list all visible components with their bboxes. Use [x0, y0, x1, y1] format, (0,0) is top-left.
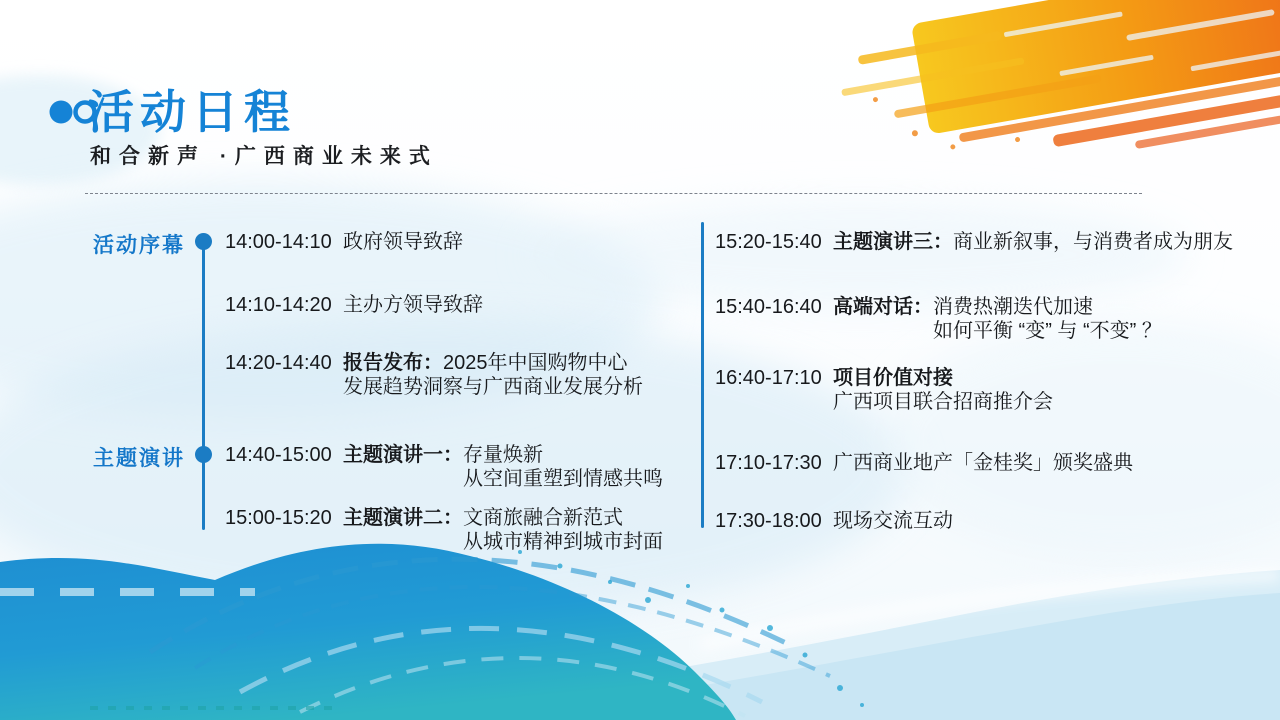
item-text: 政府领导致辞	[343, 231, 463, 253]
dashed-divider	[85, 193, 1142, 194]
orange-brush	[832, 0, 1280, 198]
item-label: 主题演讲二：	[343, 507, 463, 529]
item-label: 主题演讲三：	[833, 231, 953, 253]
item-desc	[833, 451, 1133, 475]
item-time: 14:00-14:10	[225, 231, 332, 253]
item-label: 主题演讲一：	[343, 444, 463, 466]
schedule-item	[225, 443, 663, 491]
item-time: 17:30-18:00	[715, 510, 822, 532]
timeline-dot	[195, 446, 212, 463]
schedule-item	[715, 509, 953, 533]
item-text-line2: 从空间重塑到情感共鸣	[463, 468, 663, 490]
item-text-line2: 如何平衡 “变” 与 “不变” ？	[933, 320, 1162, 342]
schedule-item	[715, 366, 1053, 414]
item-time: 14:40-15:00	[225, 444, 332, 466]
item-desc	[833, 295, 1162, 343]
item-desc	[833, 366, 1053, 414]
item-desc	[833, 509, 953, 533]
item-desc	[343, 443, 663, 491]
schedule-item	[225, 351, 643, 399]
item-desc	[343, 351, 643, 399]
item-text-line2: 从城市精神到城市封面	[463, 531, 663, 553]
item-text: 主办方领导致辞	[343, 294, 483, 316]
timeline-line-right	[701, 222, 704, 528]
section-label-keynotes: 主题演讲	[93, 447, 185, 470]
item-text: 文商旅融合新范式	[463, 507, 623, 529]
schedule-item	[715, 230, 1233, 254]
item-desc	[343, 293, 483, 317]
item-text: 商业新叙事，与消费者成为朋友	[953, 231, 1233, 253]
item-desc	[833, 230, 1233, 254]
item-text: 存量焕新	[463, 444, 543, 466]
timeline-dot	[195, 233, 212, 250]
section-label-prologue: 活动序幕	[93, 234, 185, 257]
item-text: 2025年中国购物中心	[443, 352, 628, 374]
schedule-item	[225, 293, 483, 317]
page-subtitle: 和合新声 ·广西商业未来式	[90, 145, 438, 168]
item-text-line2: 广西项目联合招商推介会	[833, 391, 1053, 413]
item-time: 16:40-17:10	[715, 367, 822, 389]
item-text-line2: 发展趋势洞察与广西商业发展分析	[343, 376, 643, 398]
page-title: 活动日程	[88, 86, 296, 138]
item-time: 14:20-14:40	[225, 352, 332, 374]
item-time: 14:10-14:20	[225, 294, 332, 316]
item-time: 15:40-16:40	[715, 296, 822, 318]
schedule-item	[715, 295, 1162, 343]
item-time: 17:10-17:30	[715, 452, 822, 474]
item-text: 消费热潮迭代加速	[933, 296, 1093, 318]
item-desc	[343, 230, 463, 254]
item-label: 高端对话：	[833, 296, 933, 318]
schedule-item	[225, 230, 463, 254]
item-time: 15:20-15:40	[715, 231, 822, 253]
schedule-item	[715, 451, 1133, 475]
item-time: 15:00-15:20	[225, 507, 332, 529]
schedule-item	[225, 506, 663, 554]
item-desc	[343, 506, 663, 554]
timeline-line-left	[202, 241, 205, 530]
item-label: 报告发布：	[343, 352, 443, 374]
item-text: 现场交流互动	[833, 510, 953, 532]
item-label: 项目价值对接	[833, 367, 953, 389]
item-text: 广西商业地产「金桂奖」颁奖盛典	[833, 452, 1133, 474]
